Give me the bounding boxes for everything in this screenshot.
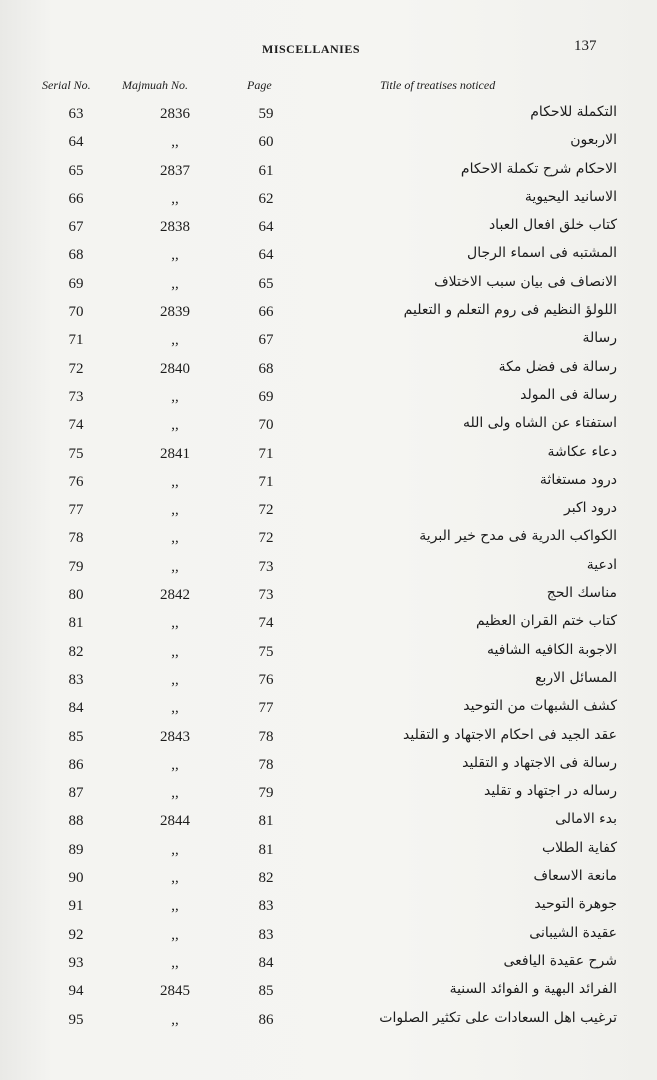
serial-cell: 84 bbox=[68, 700, 84, 717]
treatise-table bbox=[0, 102, 657, 1036]
serial-cell: 90 bbox=[68, 870, 84, 887]
majmuah-cell: ,, bbox=[171, 502, 179, 519]
page-cell: 83 bbox=[258, 926, 274, 943]
majmuah-cell: 2841 bbox=[160, 445, 190, 462]
majmuah-cell: 2843 bbox=[160, 728, 190, 745]
page-cell: 79 bbox=[258, 785, 274, 802]
majmuah-cell: ,, bbox=[171, 190, 179, 207]
page-cell: 61 bbox=[258, 162, 274, 179]
title-cell: عقيدة الشيبانى bbox=[529, 924, 617, 941]
table-row bbox=[0, 498, 657, 526]
page-cell: 75 bbox=[258, 643, 274, 660]
page-cell: 72 bbox=[258, 530, 274, 547]
table-row bbox=[0, 555, 657, 583]
page-cell: 70 bbox=[258, 417, 274, 434]
header-title-of-treatises: Title of treatises noticed bbox=[380, 78, 496, 92]
title-cell: كفاية الطلاب bbox=[541, 839, 617, 856]
majmuah-cell: ,, bbox=[171, 926, 179, 943]
table-row bbox=[0, 583, 657, 611]
page-cell: 60 bbox=[258, 134, 274, 151]
table-row bbox=[0, 470, 657, 498]
page-cell: 77 bbox=[258, 700, 274, 717]
table-row bbox=[0, 923, 657, 951]
title-cell: درود مستغاثة bbox=[539, 471, 617, 488]
majmuah-cell: 2838 bbox=[160, 219, 190, 236]
table-row bbox=[0, 243, 657, 271]
page-cell: 72 bbox=[258, 502, 274, 519]
title-cell: اللولؤ النظيم فى روم التعلم و التعليم bbox=[403, 302, 617, 319]
title-cell: دعاء عكاشة bbox=[547, 443, 617, 460]
column-headers bbox=[0, 78, 657, 96]
table-row bbox=[0, 696, 657, 724]
title-cell: ادعية bbox=[586, 556, 617, 573]
title-cell: رسالة فى المولد bbox=[520, 386, 617, 403]
majmuah-cell: ,, bbox=[171, 1011, 179, 1028]
table-row bbox=[0, 866, 657, 894]
majmuah-cell: ,, bbox=[171, 615, 179, 632]
title-cell: التكملة للاحكام bbox=[530, 104, 617, 120]
majmuah-cell: ,, bbox=[171, 700, 179, 717]
title-cell: مانعة الاسعاف bbox=[533, 868, 617, 885]
serial-cell: 72 bbox=[68, 360, 84, 377]
table-row bbox=[0, 979, 657, 1007]
page-cell: 82 bbox=[258, 870, 274, 887]
majmuah-cell: ,, bbox=[171, 417, 179, 434]
majmuah-cell: ,, bbox=[171, 671, 179, 688]
majmuah-cell: 2837 bbox=[160, 162, 190, 179]
table-row bbox=[0, 413, 657, 441]
page-cell: 68 bbox=[258, 360, 274, 377]
majmuah-cell: 2845 bbox=[160, 983, 190, 1000]
title-cell: رسالة فى فضل مكة bbox=[498, 358, 617, 375]
running-title: MISCELLANIES bbox=[262, 42, 361, 56]
title-cell: الانصاف فى بيان سبب الاختلاف bbox=[434, 273, 617, 290]
page-cell: 86 bbox=[258, 1011, 274, 1028]
page-cell: 83 bbox=[258, 898, 274, 915]
page-cell: 78 bbox=[258, 728, 274, 745]
title-cell: جوهرة التوحيد bbox=[534, 896, 617, 913]
table-row bbox=[0, 187, 657, 215]
page-cell: 67 bbox=[258, 332, 274, 349]
serial-cell: 71 bbox=[68, 332, 84, 349]
majmuah-cell: ,, bbox=[171, 643, 179, 660]
page-cell: 59 bbox=[258, 106, 274, 122]
serial-cell: 92 bbox=[68, 926, 84, 943]
serial-cell: 78 bbox=[68, 530, 84, 547]
running-head bbox=[0, 38, 657, 58]
majmuah-cell: ,, bbox=[171, 473, 179, 490]
table-row bbox=[0, 215, 657, 243]
majmuah-cell: 2842 bbox=[160, 587, 190, 604]
majmuah-cell: ,, bbox=[171, 870, 179, 887]
serial-cell: 67 bbox=[68, 219, 84, 236]
title-cell: المسائل الاربع bbox=[535, 669, 617, 686]
table-row bbox=[0, 725, 657, 753]
table-row bbox=[0, 272, 657, 300]
title-cell: استفتاء عن الشاه ولى الله bbox=[462, 415, 617, 432]
serial-cell: 83 bbox=[68, 671, 84, 688]
page-number: 137 bbox=[574, 38, 597, 54]
majmuah-cell: ,, bbox=[171, 785, 179, 802]
page-cell: 62 bbox=[258, 190, 274, 207]
title-cell: الاحكام شرح تكملة الاحكام bbox=[460, 160, 617, 177]
majmuah-cell: ,, bbox=[171, 247, 179, 264]
table-row bbox=[0, 781, 657, 809]
table-row bbox=[0, 130, 657, 158]
title-cell: كتاب خلق افعال العباد bbox=[488, 217, 617, 234]
title-cell: كشف الشبهات من التوحيد bbox=[463, 698, 617, 715]
serial-cell: 68 bbox=[68, 247, 84, 264]
serial-cell: 79 bbox=[68, 558, 84, 575]
table-row bbox=[0, 894, 657, 922]
serial-cell: 93 bbox=[68, 954, 84, 971]
serial-cell: 70 bbox=[68, 304, 84, 321]
table-row bbox=[0, 442, 657, 470]
table-row bbox=[0, 385, 657, 413]
serial-cell: 89 bbox=[68, 841, 84, 858]
serial-cell: 65 bbox=[68, 162, 84, 179]
page-cell: 71 bbox=[258, 445, 274, 462]
title-cell: عقد الجيد فى احكام الاجتهاد و التقليد bbox=[403, 726, 617, 743]
table-row bbox=[0, 159, 657, 187]
title-cell: المشتبه فى اسماء الرجال bbox=[467, 245, 617, 262]
page-cell: 73 bbox=[258, 587, 274, 604]
majmuah-cell: ,, bbox=[171, 756, 179, 773]
page-cell: 74 bbox=[258, 615, 274, 632]
serial-cell: 66 bbox=[68, 190, 84, 207]
table-row bbox=[0, 753, 657, 781]
majmuah-cell: ,, bbox=[171, 275, 179, 292]
title-cell: كتاب ختم القران العظيم bbox=[476, 613, 617, 630]
majmuah-cell: ,, bbox=[171, 841, 179, 858]
page-cell: 65 bbox=[258, 275, 274, 292]
title-cell: بدء الامالى bbox=[555, 811, 617, 828]
table-row bbox=[0, 668, 657, 696]
page-cell: 81 bbox=[258, 841, 274, 858]
serial-cell: 81 bbox=[68, 615, 84, 632]
serial-cell: 94 bbox=[68, 983, 84, 1000]
majmuah-cell: ,, bbox=[171, 558, 179, 575]
page-cell: 73 bbox=[258, 558, 274, 575]
table-row bbox=[0, 1008, 657, 1036]
majmuah-cell: ,, bbox=[171, 530, 179, 547]
table-row bbox=[0, 328, 657, 356]
serial-cell: 64 bbox=[68, 134, 84, 151]
page-cell: 84 bbox=[258, 954, 274, 971]
majmuah-cell: ,, bbox=[171, 134, 179, 151]
serial-cell: 87 bbox=[68, 785, 84, 802]
table-row bbox=[0, 357, 657, 385]
majmuah-cell: 2844 bbox=[160, 813, 190, 830]
title-cell: الاسانيد اليحيوية bbox=[524, 188, 617, 205]
serial-cell: 91 bbox=[68, 898, 84, 915]
page-cell: 76 bbox=[258, 671, 274, 688]
header-page: Page bbox=[247, 78, 272, 92]
table-row bbox=[0, 300, 657, 328]
title-cell: رسالة فى الاجتهاد و التقليد bbox=[462, 754, 617, 771]
serial-cell: 95 bbox=[68, 1011, 84, 1028]
table-row bbox=[0, 102, 657, 130]
serial-cell: 88 bbox=[68, 813, 84, 830]
page-cell: 69 bbox=[258, 388, 274, 405]
title-cell: مناسك الحج bbox=[546, 585, 617, 602]
serial-cell: 74 bbox=[68, 417, 84, 434]
majmuah-cell: 2836 bbox=[160, 106, 190, 122]
majmuah-cell: ,, bbox=[171, 332, 179, 349]
title-cell: الاجوبة الكافيه الشافيه bbox=[487, 641, 617, 658]
page-cell: 71 bbox=[258, 473, 274, 490]
serial-cell: 80 bbox=[68, 587, 84, 604]
serial-cell: 85 bbox=[68, 728, 84, 745]
title-cell: شرح عقيدة اليافعى bbox=[503, 952, 617, 969]
table-row bbox=[0, 809, 657, 837]
majmuah-cell: ,, bbox=[171, 388, 179, 405]
table-row bbox=[0, 951, 657, 979]
serial-cell: 69 bbox=[68, 275, 84, 292]
title-cell: رسالة bbox=[582, 330, 617, 347]
majmuah-cell: 2839 bbox=[160, 304, 190, 321]
page-cell: 64 bbox=[258, 219, 274, 236]
serial-cell: 73 bbox=[68, 388, 84, 405]
majmuah-cell: 2840 bbox=[160, 360, 190, 377]
table-row bbox=[0, 838, 657, 866]
title-cell: الاربعون bbox=[570, 132, 617, 149]
page-cell: 64 bbox=[258, 247, 274, 264]
header-majmuah-no: Majmuah No. bbox=[122, 78, 188, 92]
majmuah-cell: ,, bbox=[171, 898, 179, 915]
title-cell: ترغيب اهل السعادات على تكثير الصلوات bbox=[379, 1009, 617, 1026]
majmuah-cell: ,, bbox=[171, 954, 179, 971]
title-cell: الفرائد البهية و الفوائد السنية bbox=[449, 981, 617, 998]
title-cell: الكواكب الدرية فى مدح خير البرية bbox=[419, 528, 617, 545]
serial-cell: 63 bbox=[68, 106, 84, 122]
serial-cell: 86 bbox=[68, 756, 84, 773]
table-row bbox=[0, 526, 657, 554]
table-row bbox=[0, 640, 657, 668]
serial-cell: 76 bbox=[68, 473, 84, 490]
title-cell: درود اكبر bbox=[564, 500, 617, 517]
page-cell: 78 bbox=[258, 756, 274, 773]
header-serial-no: Serial No. bbox=[42, 78, 91, 92]
page-cell: 85 bbox=[258, 983, 274, 1000]
table-row bbox=[0, 611, 657, 639]
serial-cell: 75 bbox=[68, 445, 84, 462]
page-cell: 81 bbox=[258, 813, 274, 830]
title-cell: رساله در اجتهاد و تقليد bbox=[484, 783, 617, 800]
page-cell: 66 bbox=[258, 304, 274, 321]
serial-cell: 82 bbox=[68, 643, 84, 660]
serial-cell: 77 bbox=[68, 502, 84, 519]
